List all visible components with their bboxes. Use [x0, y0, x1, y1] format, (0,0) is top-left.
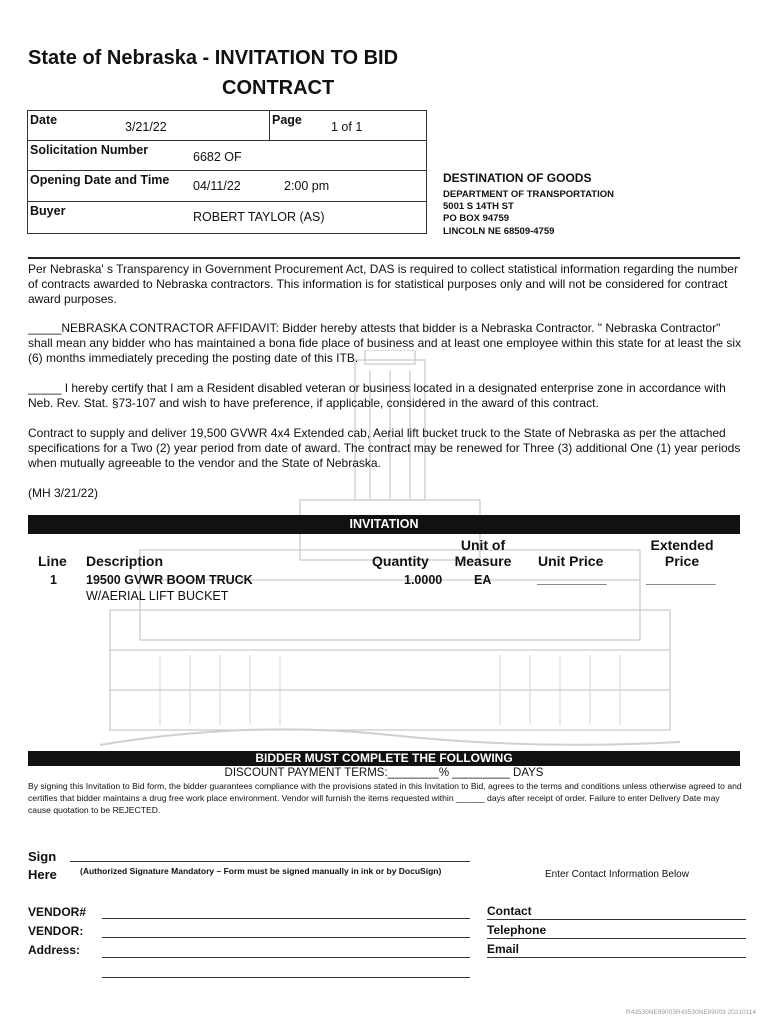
telephone-label: Telephone — [487, 923, 547, 937]
address-label: Address: — [28, 943, 81, 957]
vendor-number-field[interactable] — [102, 918, 470, 919]
buyer-row — [28, 202, 426, 233]
opening-label: Opening Date and Time — [30, 173, 170, 187]
email-field[interactable] — [487, 957, 746, 958]
destination-heading: DESTINATION OF GOODS — [443, 171, 592, 185]
col-description: Description — [86, 553, 164, 569]
col-uom-line1: Unit of — [460, 537, 506, 553]
telephone-field[interactable] — [487, 938, 746, 939]
item-quantity: 1.0000 — [404, 573, 443, 587]
table-row — [0, 572, 770, 612]
page-value: 1 of 1 — [331, 120, 363, 134]
address-field[interactable] — [102, 957, 470, 958]
buyer-value: ROBERT TAYLOR (AS) — [193, 210, 325, 224]
signature-note: (Authorized Signature Mandatory – Form must be signed manually in ink or by DocuSign) — [80, 866, 442, 876]
item-uom: EA — [474, 573, 492, 587]
item-unit-price[interactable]: __________ — [537, 572, 607, 586]
contact-field[interactable] — [487, 919, 746, 920]
destination-line: LINCOLN NE 68509-4759 — [443, 226, 555, 237]
col-extended-price — [646, 537, 718, 569]
invitation-bar: INVITATION — [28, 515, 740, 534]
date-row — [28, 111, 426, 141]
col-ext-line2: Price — [664, 553, 700, 569]
col-quantity: Quantity — [372, 553, 429, 569]
terms-paragraph: By signing this Invitation to Bid form, the bidder guarantees compliance with the provisions stated in this Invitation to Bid, agrees to the terms and conditions unless otherwise agreed to and certifies that bidder maintains a drug free work place environment. Vendor will furnish the items requested within ______ days after receipt of order. Failure to enter Delivery Date may cause quotation to be REJECTED. — [28, 781, 742, 815]
destination-line: PO BOX 94759 — [443, 213, 510, 224]
item-line: 1 — [50, 573, 57, 587]
signature-line[interactable] — [70, 861, 470, 862]
col-line: Line — [38, 553, 67, 569]
divider — [28, 257, 740, 259]
page-title-line2: CONTRACT — [222, 77, 335, 99]
date-label: Date — [30, 113, 58, 127]
item-desc-2: W/AERIAL LIFT BUCKET — [86, 589, 229, 603]
veteran-paragraph: _____ I hereby certify that I am a Resident disabled veteran or business located in a designated enterprise zone in accordance with Neb. Rev. Stat. §73-107 and wish to have preference, if applicable, considered in the award of this contract. — [28, 381, 726, 410]
vendor-label: VENDOR: — [28, 924, 84, 938]
page-title: State of Nebraska - INVITATION TO BID — [28, 47, 399, 69]
vendor-number-label: VENDOR# — [28, 905, 87, 919]
buyer-label: Buyer — [30, 204, 66, 218]
page-label: Page — [272, 113, 302, 127]
col-uom-line2: Measure — [454, 553, 512, 569]
discount-terms[interactable]: DISCOUNT PAYMENT TERMS:________% _________ DAYS — [224, 767, 544, 779]
opening-time: 2:00 pm — [284, 179, 330, 193]
solicitation-row — [28, 141, 426, 171]
initials-paragraph: (MH 3/21/22) — [28, 486, 99, 500]
contact-label: Contact — [487, 904, 532, 918]
solicitation-label: Solicitation Number — [30, 143, 149, 157]
address-field-2[interactable] — [102, 977, 470, 978]
contact-note: Enter Contact Information Below — [545, 869, 689, 880]
destination-line: DEPARTMENT OF TRANSPORTATION — [443, 189, 614, 200]
footer-code: R43530NE99003R43530NE99003 20210114 — [626, 1009, 756, 1016]
destination-line: 5001 S 14TH ST — [443, 201, 514, 212]
sign-label: Sign — [28, 849, 57, 864]
item-desc: 19500 GVWR BOOM TRUCK — [86, 573, 253, 587]
here-label: Here — [28, 867, 57, 882]
affidavit-paragraph: _____NEBRASKA CONTRACTOR AFFIDAVIT: Bidder hereby attests that bidder is a Nebraska Contractor. " Nebraska Contractor" shall mean any bidder who has maintained a bona fide place of business and at least one employee within this state for at least the six (6) months immediately preceding the posting date of this ITB. — [28, 321, 742, 365]
col-uom — [452, 537, 514, 569]
col-ext-line1: Extended — [650, 537, 714, 553]
transparency-paragraph: Per Nebraska' s Transparency in Government Procurement Act, DAS is required to collect statistical information regarding the number of contracts awarded to Nebraska contractors. This information is for statistical purposes only and will not be considered for contract award purposes. — [28, 262, 738, 306]
item-ext-price[interactable]: __________ — [646, 572, 716, 586]
bidder-bar: BIDDER MUST COMPLETE THE FOLLOWING — [28, 751, 740, 766]
opening-date: 04/11/22 — [193, 179, 241, 193]
opening-row — [28, 171, 426, 202]
date-value: 3/21/22 — [125, 120, 167, 134]
vendor-field[interactable] — [102, 937, 470, 938]
email-label: Email — [487, 942, 520, 956]
contract-paragraph: Contract to supply and deliver 19,500 GVWR 4x4 Extended cab, Aerial lift bucket truck to the State of Nebraska as per the attached specifications for a Two (2) year period from date of award. The contract may be renewed for Three (3) additional One (1) year periods when mutually agreeable to the vendor and the State of Nebraska. — [28, 426, 741, 470]
header-box — [27, 110, 427, 234]
col-unit-price: Unit Price — [538, 553, 604, 569]
solicitation-value: 6682 OF — [193, 150, 242, 164]
sign-here-label — [28, 848, 57, 884]
